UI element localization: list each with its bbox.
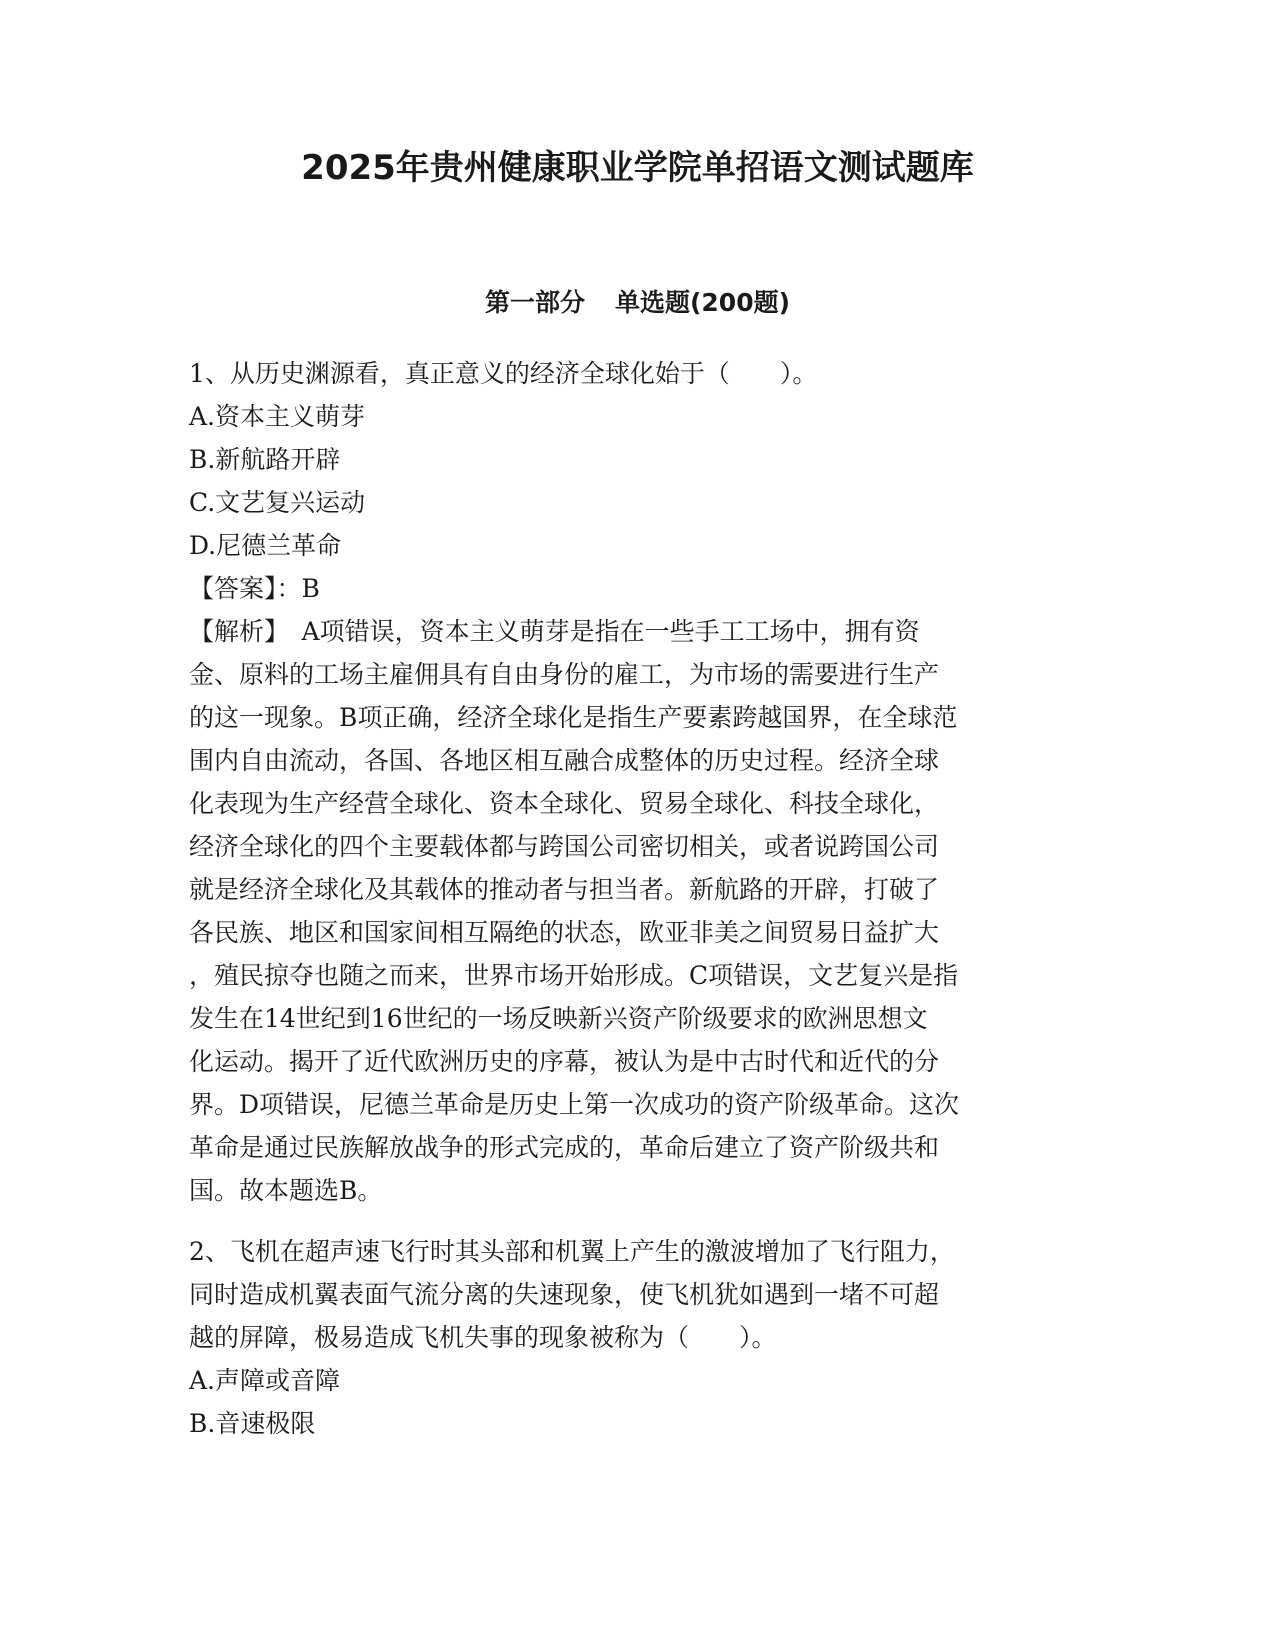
- question-2-option-a: A.声障或音障: [189, 1366, 341, 1395]
- question-1-analysis-line-4: 围内自由流动，各国、各地区相互融合成整体的历史过程。经济全球: [189, 746, 940, 775]
- question-1-analysis-line-9: ，殖民掠夺也随之而来，世界市场开始形成。C项错误，文艺复兴是指: [189, 961, 959, 990]
- section-part-label: 第一部分: [484, 288, 585, 317]
- question-1-analysis-line-5: 化表现为生产经营全球化、资本全球化、贸易全球化、科技全球化，: [189, 789, 940, 818]
- question-1-analysis-line-12: 界。D项错误，尼德兰革命是历史上第一次成功的资产阶级革命。这次: [189, 1090, 960, 1119]
- question-1-analysis-line-13: 革命是通过民族解放战争的形式完成的，革命后建立了资产阶级共和: [189, 1133, 940, 1162]
- analysis-label: 【解析】: [189, 617, 277, 646]
- analysis-text: A项错误，资本主义萌芽是指在一些手工工场中，拥有资: [301, 617, 920, 646]
- question-1-option-a: A.资本主义萌芽: [189, 402, 366, 431]
- question-2-stem-line-3: 越的屏障，极易造成飞机失事的现象被称为（ ）。: [189, 1323, 777, 1352]
- question-1-stem: 1、从历史渊源看，真正意义的经济全球化始于（ ）。: [189, 359, 818, 388]
- question-1-analysis-line-1: [189, 610, 1081, 653]
- question-content: [189, 352, 1081, 1445]
- question-2-option-b: B.音速极限: [189, 1409, 316, 1438]
- question-1-analysis-line-7: 就是经济全球化及其载体的推动者与担当者。新航路的开辟，打破了: [189, 875, 940, 904]
- question-1-option-b: B.新航路开辟: [189, 445, 341, 474]
- document-title: 2025年贵州健康职业学院单招语文测试题库: [301, 148, 974, 188]
- question-spacer: [189, 1212, 1081, 1230]
- answer-value: B: [301, 574, 320, 603]
- section-name-label: 单选题(200题): [614, 288, 791, 317]
- question-1: [189, 352, 1081, 1212]
- question-1-analysis-line-8: 各民族、地区和国家间相互隔绝的状态，欧亚非美之间贸易日益扩大: [189, 918, 940, 947]
- question-1-answer: [189, 567, 1081, 610]
- section-heading: [0, 286, 1275, 320]
- question-1-analysis-line-6: 经济全球化的四个主要载体都与跨国公司密切相关，或者说跨国公司: [189, 832, 940, 861]
- question-1-analysis-line-10: 发生在14世纪到16世纪的一场反映新兴资产阶级要求的欧洲思想文: [189, 1004, 928, 1033]
- question-1-analysis-line-11: 化运动。揭开了近代欧洲历史的序幕，被认为是中古时代和近代的分: [189, 1047, 940, 1076]
- question-2: [189, 1230, 1081, 1445]
- question-1-analysis-line-2: 金、原料的工场主雇佣具有自由身份的雇工，为市场的需要进行生产: [189, 660, 940, 689]
- question-1-option-d: D.尼德兰革命: [189, 531, 342, 560]
- question-2-stem-line-1: 2、飞机在超声速飞行时其头部和机翼上产生的激波增加了飞行阻力，: [189, 1237, 955, 1266]
- question-2-stem-line-2: 同时造成机翼表面气流分离的失速现象，使飞机犹如遇到一堵不可超: [189, 1280, 940, 1309]
- question-1-analysis-line-14: 国。故本题选B。: [189, 1176, 383, 1205]
- question-1-analysis-line-3: 的这一现象。B项正确，经济全球化是指生产要素跨越国界，在全球范: [189, 703, 958, 732]
- question-1-option-c: C.文艺复兴运动: [189, 488, 366, 517]
- answer-label: 【答案】：: [189, 574, 302, 603]
